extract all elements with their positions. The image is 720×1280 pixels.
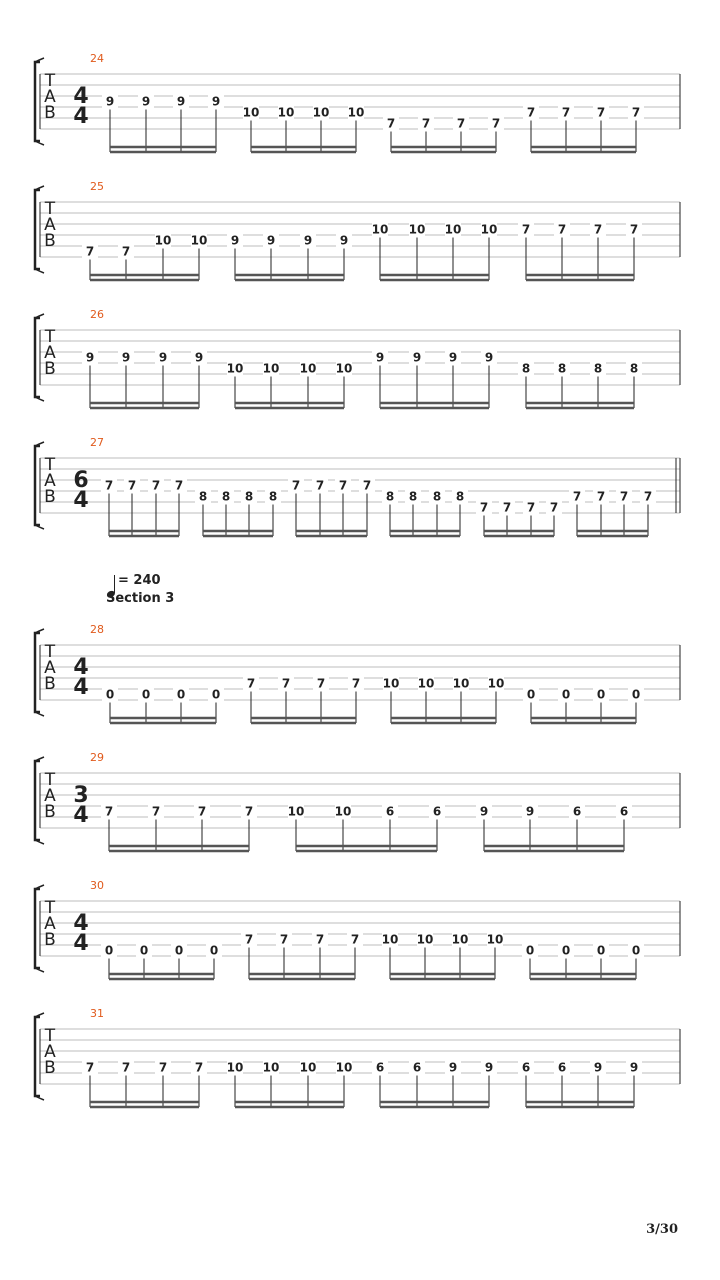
fret-number: 7 xyxy=(281,676,291,691)
fret-number: 7 xyxy=(246,676,256,691)
fret-number: 9 xyxy=(375,350,385,365)
fret-number: 7 xyxy=(158,1060,168,1075)
measure-number: 26 xyxy=(90,308,104,321)
fret-number: 0 xyxy=(631,687,641,702)
system-bracket xyxy=(35,633,40,712)
fret-number: 10 xyxy=(371,222,389,237)
tab-clef-letter: B xyxy=(44,674,56,694)
fret-number: 7 xyxy=(121,244,131,259)
fret-number: 9 xyxy=(230,233,240,248)
fret-number: 10 xyxy=(480,222,498,237)
fret-number: 7 xyxy=(315,932,325,947)
fret-number: 7 xyxy=(197,804,207,819)
fret-number: 0 xyxy=(141,687,151,702)
system-bracket xyxy=(35,62,40,141)
fret-number: 7 xyxy=(127,478,137,493)
fret-number: 7 xyxy=(194,1060,204,1075)
measure-number: 24 xyxy=(90,52,104,65)
fret-number: 10 xyxy=(334,804,352,819)
tab-system-31 xyxy=(35,1007,680,1107)
tab-system-29 xyxy=(35,751,680,851)
fret-number: 7 xyxy=(561,105,571,120)
tab-clef-letter: A xyxy=(44,914,56,934)
tab-clef-letter: B xyxy=(44,103,56,123)
fret-number: 10 xyxy=(451,932,469,947)
fret-number: 0 xyxy=(596,943,606,958)
fret-number: 9 xyxy=(629,1060,639,1075)
fret-number: 8 xyxy=(593,361,603,376)
tab-clef-letter: T xyxy=(44,898,56,918)
fret-number: 7 xyxy=(291,478,301,493)
fret-number: 10 xyxy=(226,1060,244,1075)
fret-number: 0 xyxy=(526,687,536,702)
fret-number: 9 xyxy=(141,94,151,109)
tab-clef-letter: B xyxy=(44,930,56,950)
fret-number: 7 xyxy=(104,478,114,493)
fret-number: 7 xyxy=(350,932,360,947)
tab-clef-letter: T xyxy=(44,199,56,219)
fret-number: 7 xyxy=(572,489,582,504)
fret-number: 6 xyxy=(521,1060,531,1075)
measure-number: 25 xyxy=(90,180,104,193)
fret-number: 10 xyxy=(335,1060,353,1075)
fret-number: 9 xyxy=(525,804,535,819)
fret-number: 7 xyxy=(526,105,536,120)
fret-number: 8 xyxy=(198,489,208,504)
time-signature-denominator: 4 xyxy=(73,803,89,828)
fret-number: 0 xyxy=(104,943,114,958)
fret-number: 9 xyxy=(593,1060,603,1075)
fret-number: 7 xyxy=(151,804,161,819)
time-signature-denominator: 4 xyxy=(73,675,89,700)
fret-number: 9 xyxy=(448,1060,458,1075)
fret-number: 7 xyxy=(557,222,567,237)
fret-number: 8 xyxy=(244,489,254,504)
fret-number: 10 xyxy=(347,105,365,120)
tab-system-28 xyxy=(35,623,680,723)
system-bracket xyxy=(35,446,40,525)
fret-number: 7 xyxy=(596,105,606,120)
fret-number: 7 xyxy=(315,478,325,493)
fret-number: 0 xyxy=(209,943,219,958)
fret-number: 0 xyxy=(596,687,606,702)
time-signature-numerator: 3 xyxy=(73,783,89,808)
fret-number: 10 xyxy=(452,676,470,691)
fret-number: 9 xyxy=(339,233,349,248)
fret-number: 10 xyxy=(287,804,305,819)
tab-clef-letter: B xyxy=(44,231,56,251)
fret-number: 0 xyxy=(105,687,115,702)
fret-number: 0 xyxy=(139,943,149,958)
fret-number: 7 xyxy=(629,222,639,237)
measure-number: 28 xyxy=(90,623,104,636)
tab-clef-letter: A xyxy=(44,87,56,107)
measure-number: 31 xyxy=(90,1007,104,1020)
fret-number: 8 xyxy=(385,489,395,504)
tab-clef-letter: T xyxy=(44,455,56,475)
fret-number: 6 xyxy=(412,1060,422,1075)
tab-system-24 xyxy=(35,52,680,152)
fret-number: 10 xyxy=(190,233,208,248)
fret-number: 8 xyxy=(408,489,418,504)
fret-number: 9 xyxy=(176,94,186,109)
fret-number: 7 xyxy=(338,478,348,493)
fret-number: 8 xyxy=(629,361,639,376)
fret-number: 7 xyxy=(593,222,603,237)
tempo-value: = 240 xyxy=(118,573,161,588)
time-signature-numerator: 6 xyxy=(73,468,89,493)
fret-number: 7 xyxy=(643,489,653,504)
fret-number: 0 xyxy=(525,943,535,958)
fret-number: 10 xyxy=(299,361,317,376)
tab-clef-letter: A xyxy=(44,471,56,491)
system-bracket xyxy=(35,318,40,397)
time-signature-denominator: 4 xyxy=(73,104,89,129)
fret-number: 9 xyxy=(194,350,204,365)
fret-number: 10 xyxy=(226,361,244,376)
fret-number: 7 xyxy=(104,804,114,819)
fret-number: 7 xyxy=(121,1060,131,1075)
fret-number: 10 xyxy=(242,105,260,120)
time-signature-numerator: 4 xyxy=(73,911,89,936)
fret-number: 8 xyxy=(432,489,442,504)
fret-number: 10 xyxy=(382,676,400,691)
tab-clef-letter: A xyxy=(44,343,56,363)
time-signature-denominator: 4 xyxy=(73,931,89,956)
fret-number: 8 xyxy=(268,489,278,504)
fret-number: 6 xyxy=(385,804,395,819)
tab-clef-letter: B xyxy=(44,359,56,379)
fret-number: 7 xyxy=(502,500,512,515)
tab-clef-letter: A xyxy=(44,786,56,806)
tab-clef-letter: T xyxy=(44,1026,56,1046)
fret-number: 10 xyxy=(416,932,434,947)
system-bracket xyxy=(35,1017,40,1096)
measure-number: 29 xyxy=(90,751,104,764)
fret-number: 7 xyxy=(244,932,254,947)
fret-number: 7 xyxy=(421,116,431,131)
fret-number: 9 xyxy=(303,233,313,248)
fret-number: 9 xyxy=(484,350,494,365)
fret-number: 9 xyxy=(105,94,115,109)
fret-number: 7 xyxy=(491,116,501,131)
fret-number: 10 xyxy=(487,676,505,691)
fret-number: 7 xyxy=(549,500,559,515)
tab-system-30 xyxy=(35,879,680,979)
fret-number: 10 xyxy=(262,1060,280,1075)
fret-number: 9 xyxy=(266,233,276,248)
fret-number: 7 xyxy=(151,478,161,493)
fret-number: 6 xyxy=(375,1060,385,1075)
fret-number: 7 xyxy=(631,105,641,120)
fret-number: 7 xyxy=(362,478,372,493)
tab-clef-letter: B xyxy=(44,487,56,507)
fret-number: 8 xyxy=(455,489,465,504)
fret-number: 10 xyxy=(312,105,330,120)
fret-number: 9 xyxy=(448,350,458,365)
fret-number: 0 xyxy=(561,687,571,702)
fret-number: 0 xyxy=(176,687,186,702)
tab-clef-letter: A xyxy=(44,215,56,235)
tab-clef-letter: B xyxy=(44,802,56,822)
fret-number: 9 xyxy=(211,94,221,109)
fret-number: 8 xyxy=(557,361,567,376)
measure-number: 30 xyxy=(90,879,104,892)
page-number: 3/30 xyxy=(646,1222,678,1237)
fret-number: 7 xyxy=(456,116,466,131)
time-signature-numerator: 4 xyxy=(73,655,89,680)
fret-number: 9 xyxy=(158,350,168,365)
tab-clef-letter: T xyxy=(44,71,56,91)
fret-number: 9 xyxy=(484,1060,494,1075)
fret-number: 0 xyxy=(561,943,571,958)
fret-number: 6 xyxy=(432,804,442,819)
fret-number: 10 xyxy=(299,1060,317,1075)
fret-number: 0 xyxy=(174,943,184,958)
fret-number: 10 xyxy=(444,222,462,237)
fret-number: 10 xyxy=(408,222,426,237)
fret-number: 6 xyxy=(557,1060,567,1075)
fret-number: 7 xyxy=(85,1060,95,1075)
fret-number: 10 xyxy=(277,105,295,120)
system-bracket xyxy=(35,190,40,269)
fret-number: 6 xyxy=(619,804,629,819)
fret-number: 6 xyxy=(572,804,582,819)
fret-number: 7 xyxy=(244,804,254,819)
fret-number: 10 xyxy=(486,932,504,947)
fret-number: 10 xyxy=(381,932,399,947)
tab-clef-letter: T xyxy=(44,327,56,347)
time-signature-denominator: 4 xyxy=(73,488,89,513)
fret-number: 0 xyxy=(211,687,221,702)
fret-number: 10 xyxy=(335,361,353,376)
fret-number: 10 xyxy=(262,361,280,376)
system-bracket xyxy=(35,761,40,840)
fret-number: 7 xyxy=(386,116,396,131)
fret-number: 7 xyxy=(521,222,531,237)
fret-number: 10 xyxy=(154,233,172,248)
tab-system-27 xyxy=(35,436,680,536)
fret-number: 7 xyxy=(619,489,629,504)
fret-number: 10 xyxy=(417,676,435,691)
fret-number: 7 xyxy=(351,676,361,691)
fret-number: 0 xyxy=(631,943,641,958)
system-bracket xyxy=(35,889,40,968)
measure-number: 27 xyxy=(90,436,104,449)
tab-clef-letter: T xyxy=(44,642,56,662)
fret-number: 7 xyxy=(479,500,489,515)
fret-number: 7 xyxy=(279,932,289,947)
fret-number: 7 xyxy=(526,500,536,515)
time-signature-numerator: 4 xyxy=(73,84,89,109)
fret-number: 8 xyxy=(221,489,231,504)
tab-clef-letter: B xyxy=(44,1058,56,1078)
tab-clef-letter: A xyxy=(44,658,56,678)
fret-number: 7 xyxy=(85,244,95,259)
fret-number: 8 xyxy=(521,361,531,376)
fret-number: 9 xyxy=(121,350,131,365)
fret-number: 7 xyxy=(316,676,326,691)
fret-number: 7 xyxy=(174,478,184,493)
fret-number: 7 xyxy=(596,489,606,504)
tab-clef-letter: T xyxy=(44,770,56,790)
tab-system-25 xyxy=(35,180,680,280)
fret-number: 9 xyxy=(479,804,489,819)
fret-number: 9 xyxy=(412,350,422,365)
tab-clef-letter: A xyxy=(44,1042,56,1062)
tab-system-26 xyxy=(35,308,680,408)
fret-number: 9 xyxy=(85,350,95,365)
section-label: Section 3 xyxy=(106,591,175,606)
